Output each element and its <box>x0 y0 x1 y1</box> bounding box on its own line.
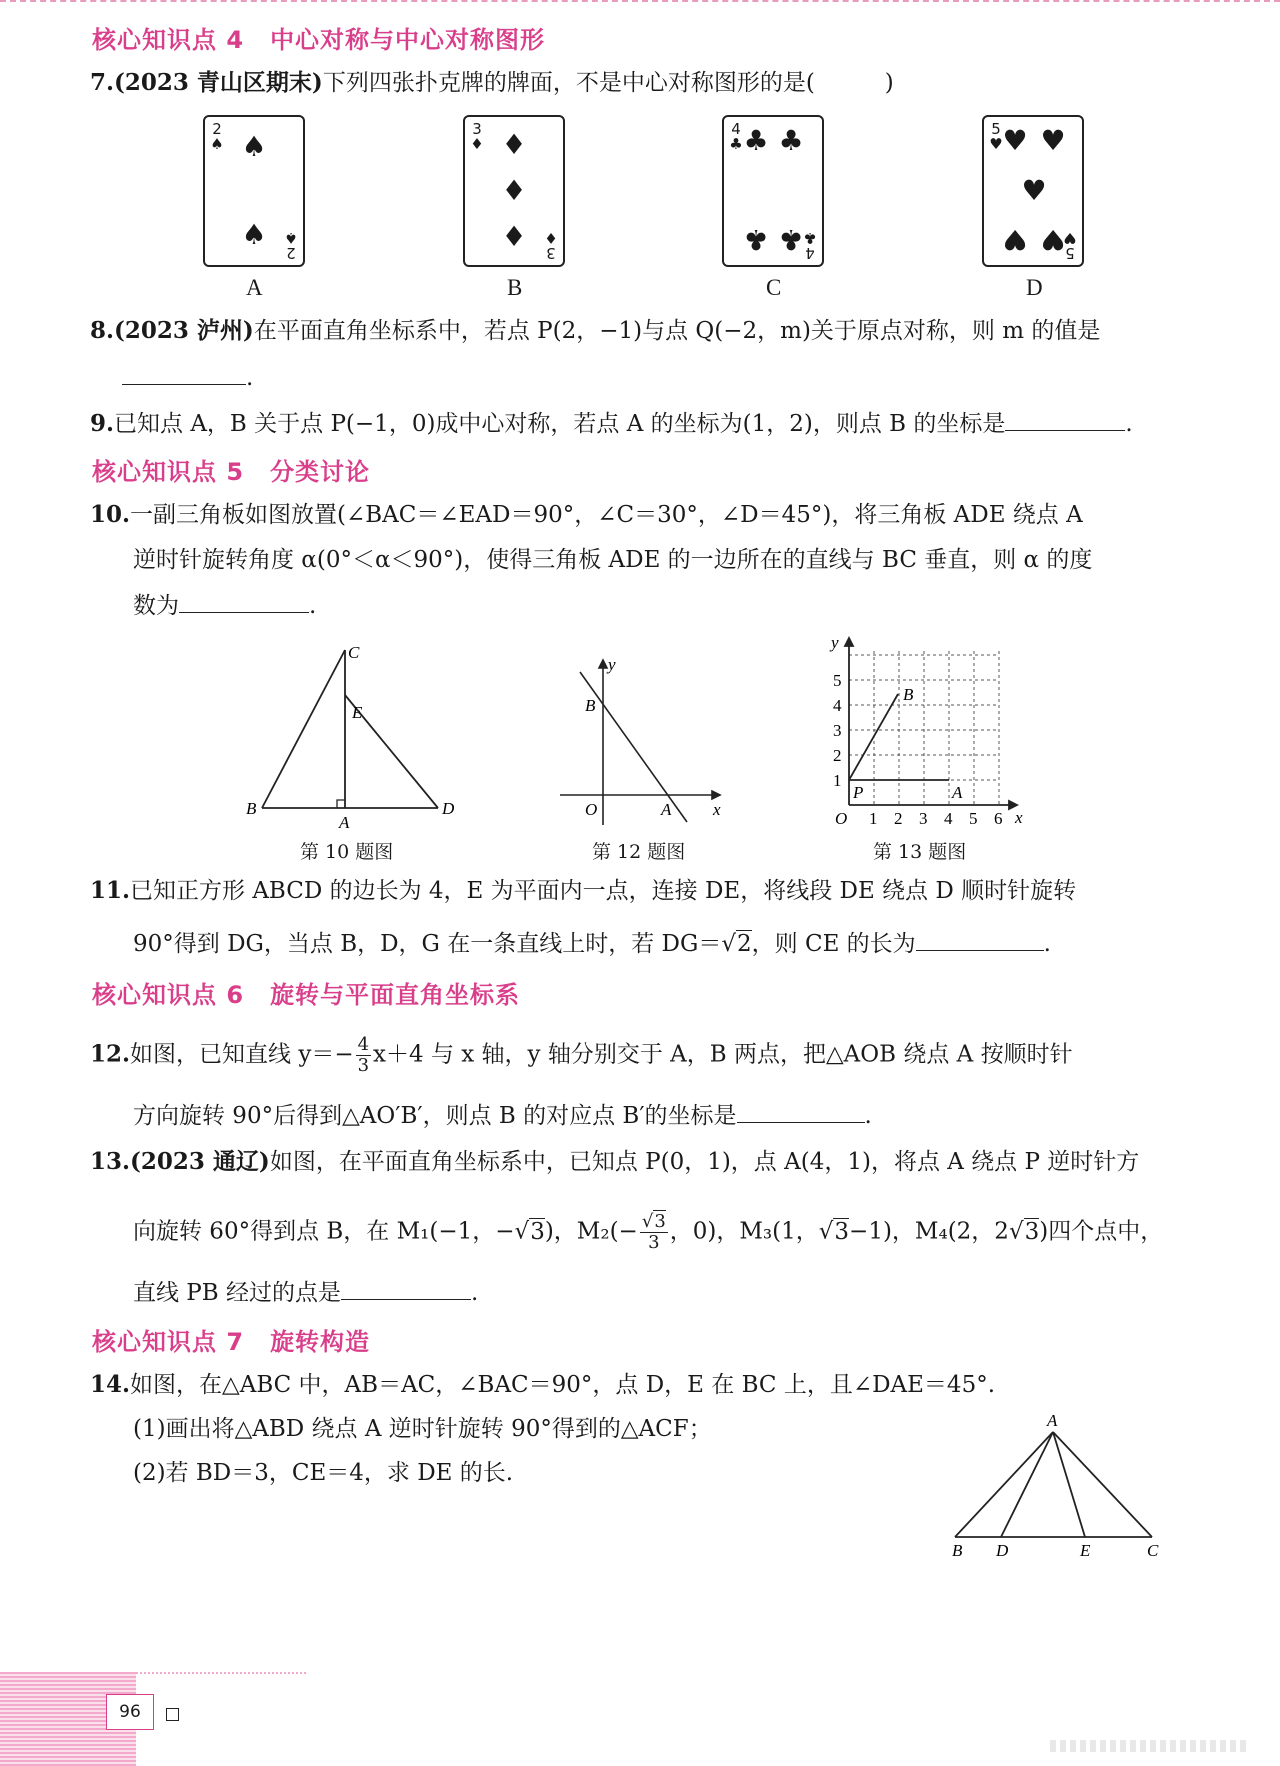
answer-blank[interactable] <box>1005 408 1125 431</box>
section-label: 核心知识点 7 <box>92 1328 245 1356</box>
question-source: (2023 泸州) <box>114 317 254 344</box>
option-label-a: A <box>246 275 263 300</box>
spade-icon: ♠ <box>210 135 224 153</box>
label-y: y <box>608 655 616 674</box>
card-rank: 2 <box>286 244 296 262</box>
fraction-numerator: √3 <box>641 1211 666 1232</box>
figure-10 <box>240 640 470 830</box>
answer-blank[interactable] <box>341 1277 471 1300</box>
x-tick-label: 3 <box>919 809 928 828</box>
question-text: 向旋转 60°得到点 B，在 M₁(−1，− <box>133 1218 515 1245</box>
option-label-b: B <box>507 275 523 300</box>
card-rank: 4 <box>805 244 815 262</box>
card-rank: 3 <box>472 120 482 138</box>
question-text: 下列四张扑克牌的牌面，不是中心对称图形的是( <box>322 70 815 96</box>
label-d: D <box>442 799 455 818</box>
question-text: x＋4 与 x 轴，y 轴分别交于 A，B 两点，把△AOB 绕点 A 按顺时针 <box>373 1041 1073 1068</box>
question-text: −1)，M₄(2，2 <box>849 1218 1009 1245</box>
question-text: 已知点 A，B 关于点 P(−1，0)成中心对称，若点 A 的坐标为(1，2)，则点 B 的坐标是 <box>114 411 1006 437</box>
card-d <box>982 115 1084 267</box>
question-number: 9. <box>90 410 115 437</box>
label-d: D <box>996 1541 1009 1560</box>
top-dashed-border <box>0 0 1280 6</box>
spade-icon: ♠ <box>241 130 267 163</box>
section-title: 旋转构造 <box>270 1328 371 1356</box>
diamond-icon: ♦ <box>544 229 558 247</box>
option-label-c: C <box>766 275 782 300</box>
answer-blank[interactable] <box>179 590 309 613</box>
diamond-icon: ♦ <box>501 174 527 207</box>
card-rank: 5 <box>991 120 1001 138</box>
question-text: ，则 CE 的长为 <box>751 931 916 957</box>
y-tick-label: 1 <box>833 771 842 790</box>
question-11-line2: 90°得到 DG，当点 B，D，G 在一条直线上时，若 DG＝√2，则 CE 的长为 . <box>133 928 1051 959</box>
sub-question-1: (1)画出将△ABD 绕点 A 逆时针旋转 90°得到的△ACF； <box>133 1416 712 1442</box>
question-text: )四个点中， <box>1039 1218 1164 1245</box>
section-label: 核心知识点 6 <box>92 981 245 1009</box>
x-tick-label: 5 <box>969 809 978 828</box>
footer-right-strip <box>1050 1740 1250 1752</box>
sqrt-value: 3 <box>530 1218 545 1245</box>
fraction-denominator: 3 <box>357 1055 370 1076</box>
label-a: A <box>339 813 350 830</box>
diamond-icon: ♦ <box>470 135 484 153</box>
y-tick-label: 4 <box>833 696 842 715</box>
page-number: 96 <box>106 1694 154 1730</box>
question-source: (2023 青山区期末) <box>114 69 323 96</box>
question-text: 在平面直角坐标系中，若点 P(2，−1)与点 Q(−2，m)关于原点对称，则 m 的值是 <box>253 318 1101 344</box>
footer-dotted-line <box>136 1672 306 1674</box>
question-text: )，M₂(− <box>544 1218 638 1245</box>
club-icon: ♣ <box>778 124 804 157</box>
x-tick-label: 6 <box>994 809 1003 828</box>
sub-question-2: (2)若 BD＝3，CE＝4，求 DE 的长. <box>133 1460 514 1486</box>
card-rank: 5 <box>1065 244 1075 262</box>
label-e: E <box>1080 1541 1091 1560</box>
y-tick-label: 2 <box>833 746 842 765</box>
option-label-d: D <box>1026 275 1043 300</box>
label-c: C <box>1147 1541 1159 1560</box>
figure-13-caption: 第 13 题图 <box>873 841 967 863</box>
question-text: 已知正方形 ABCD 的边长为 4，E 为平面内一点，连接 DE，将线段 DE 绕点 D 顺时针旋转 <box>130 878 1077 904</box>
question-9 <box>90 408 1133 439</box>
question-7 <box>90 68 894 98</box>
spade-icon: ♠ <box>284 229 298 247</box>
section-label: 核心知识点 5 <box>92 458 245 486</box>
question-11 <box>90 876 1076 906</box>
spade-icon: ♠ <box>241 218 267 251</box>
section-title: 中心对称与中心对称图形 <box>270 26 546 54</box>
label-p: P <box>853 783 864 802</box>
section-title: 分类讨论 <box>270 458 371 486</box>
y-tick-label: 3 <box>833 721 842 740</box>
section-heading-6 <box>92 975 520 1010</box>
sqrt-value: 2 <box>737 931 752 957</box>
fraction-denominator: 3 <box>648 1232 660 1253</box>
checkbox-square-icon <box>166 1708 179 1721</box>
sqrt-value: 3 <box>834 1218 850 1245</box>
question-number: 10. <box>90 501 131 528</box>
label-x: x <box>1015 808 1023 827</box>
question-10-answer-line <box>133 590 316 621</box>
figure-10-caption: 第 10 题图 <box>300 841 394 863</box>
club-icon: ♣ <box>803 229 817 247</box>
question-text: 如图，在平面直角坐标系中，已知点 P(0，1)，点 A(4，1)，将点 A 绕点 P 逆时针方 <box>269 1149 1140 1175</box>
heart-icon: ♥ <box>1040 124 1066 157</box>
label-a: A <box>1047 1411 1058 1430</box>
x-tick-label: 1 <box>869 809 878 828</box>
question-12 <box>90 1035 1073 1076</box>
x-tick-label: 4 <box>944 809 953 828</box>
y-tick-label: 5 <box>833 671 842 690</box>
section-heading-7 <box>92 1322 370 1357</box>
period: . <box>246 365 254 391</box>
fraction <box>356 1035 371 1076</box>
question-number: 7. <box>90 69 115 96</box>
heart-icon: ♥ <box>989 135 1003 153</box>
question-10 <box>90 500 1083 530</box>
section-title: 旋转与平面直角坐标系 <box>270 981 521 1009</box>
question-text: ，0)，M₃(1， <box>669 1218 819 1245</box>
fraction <box>640 1212 668 1253</box>
question-8 <box>90 316 1100 346</box>
question-13 <box>90 1147 1139 1177</box>
club-icon: ♣ <box>729 135 743 153</box>
diamond-icon: ♦ <box>501 220 527 253</box>
club-icon: ♣ <box>743 124 769 157</box>
card-rank: 3 <box>546 244 556 262</box>
question-text: 一副三角板如图放置(∠BAC＝∠EAD＝90°，∠C＝30°，∠D＝45°)，将三角板 ADE 绕点 A <box>130 502 1083 528</box>
section-label: 核心知识点 4 <box>92 26 245 54</box>
question-number: 8. <box>90 317 115 344</box>
question-13-line3 <box>133 1277 478 1308</box>
question-text: 90°得到 DG，当点 B，D，G 在一条直线上时，若 DG＝ <box>133 931 722 957</box>
figure-13 <box>815 630 1025 830</box>
label-e: E <box>352 703 363 722</box>
club-icon: ♣ <box>743 223 769 256</box>
section-heading-4 <box>92 20 545 55</box>
period: . <box>471 1280 479 1306</box>
question-text: 直线 PB 经过的点是 <box>133 1280 341 1306</box>
question-text: 如图，已知直线 y＝− <box>130 1041 354 1068</box>
card-c <box>722 115 824 267</box>
period: . <box>309 593 317 619</box>
question-8-answer-line <box>122 362 253 393</box>
label-b: B <box>952 1541 963 1560</box>
label-o: O <box>585 800 598 819</box>
diamond-icon: ♦ <box>501 128 527 161</box>
card-rank: 4 <box>731 120 741 138</box>
answer-paren: ) <box>884 70 894 96</box>
label-b: B <box>246 799 257 818</box>
question-number: 12. <box>90 1040 131 1068</box>
answer-blank[interactable] <box>916 928 1044 951</box>
label-a: A <box>952 783 963 802</box>
label-a: A <box>661 800 672 819</box>
fraction-numerator: 4 <box>357 1034 370 1055</box>
question-number: 13. <box>90 1148 131 1175</box>
x-tick-label: 2 <box>894 809 903 828</box>
heart-icon: ♥ <box>1002 223 1028 256</box>
answer-blank[interactable] <box>737 1100 865 1123</box>
label-o: O <box>835 809 848 828</box>
heart-icon: ♥ <box>1021 174 1047 207</box>
period: . <box>1125 411 1133 437</box>
sqrt-value: 3 <box>654 1211 666 1232</box>
answer-blank[interactable] <box>122 362 246 385</box>
question-14 <box>90 1370 995 1400</box>
figure-12-caption: 第 12 题图 <box>592 841 686 863</box>
heart-icon: ♥ <box>1002 124 1028 157</box>
card-a <box>203 115 305 267</box>
card-b <box>463 115 565 267</box>
club-icon: ♣ <box>778 223 804 256</box>
question-number: 14. <box>90 1371 131 1398</box>
section-heading-5 <box>92 452 370 487</box>
card-rank: 2 <box>212 120 222 138</box>
figure-14 <box>945 1410 1170 1560</box>
period: . <box>1043 931 1051 957</box>
question-text: 方向旋转 90°后得到△AO′B′，则点 B 的对应点 B′的坐标是 <box>133 1103 737 1129</box>
question-source: (2023 通辽) <box>130 1148 270 1175</box>
label-x: x <box>713 800 721 819</box>
question-number: 11. <box>90 877 131 904</box>
period: . <box>864 1103 872 1129</box>
question-12-line2 <box>133 1100 872 1131</box>
label-b: B <box>585 696 596 715</box>
label-b: B <box>903 685 914 704</box>
question-13-line2: 向旋转 60°得到点 B，在 M₁(−1，−√3)，M₂(− $\frac{√3}{3}$ ，0)，M₃(1，√3−1)，M₄(2，2√3)四个点中， <box>133 1211 1164 1253</box>
question-text: 如图，在△ABC 中，AB＝AC，∠BAC＝90°，点 D，E 在 BC 上，且∠DAE＝45°. <box>130 1372 996 1398</box>
label-c: C <box>348 643 360 662</box>
sqrt-value: 3 <box>1024 1218 1040 1245</box>
question-text-line: 逆时针旋转角度 α(0°＜α＜90°)，使得三角板 ADE 的一边所在的直线与 BC 垂直，则 α 的度 <box>133 547 1093 573</box>
question-text: 数为 <box>133 593 179 619</box>
heart-icon: ♥ <box>1063 229 1077 247</box>
heart-icon: ♥ <box>1040 223 1066 256</box>
figure-12 <box>555 650 735 830</box>
label-y: y <box>831 633 839 652</box>
